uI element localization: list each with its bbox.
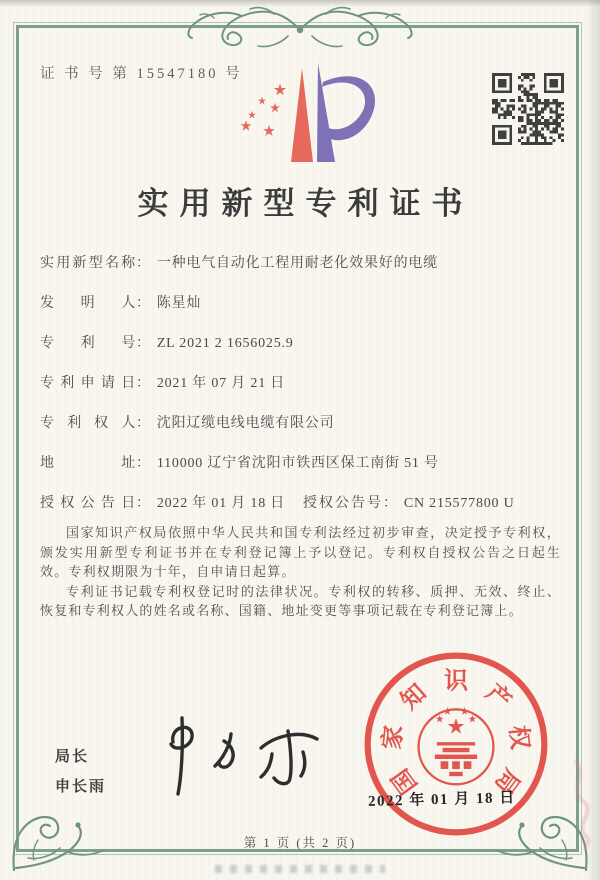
- field-value: 110000 辽宁省沈阳市铁西区保工南街 51 号: [156, 456, 439, 471]
- field-colon: ：: [136, 456, 151, 471]
- field-row-address: [40, 452, 560, 492]
- field-row-filing-date: [40, 372, 560, 412]
- director-name: 申长雨: [55, 779, 107, 795]
- director-title: 局长: [55, 749, 90, 765]
- svg-text:家: 家: [379, 724, 408, 751]
- field-value: 2022 年 01 月 18 日: [156, 496, 286, 511]
- issue-date: 2022 年 01 月 18 日: [367, 790, 516, 810]
- certificate-number: 证 书 号 第 15547180 号: [40, 66, 243, 82]
- legal-paragraph-2: 专利证书记载专利权登记时的法律状况。专利权的转移、质押、无效、终止、恢复和专利权人的姓名或名称、国籍、地址变更等事项记载在专利登记簿上。: [40, 583, 561, 619]
- field-label: 授权公告日: [40, 496, 136, 511]
- cnipa-logo-icon: [238, 60, 378, 168]
- field-label: 专利号: [40, 336, 136, 351]
- field-list: [40, 252, 560, 532]
- field-label: 专利权人: [40, 416, 136, 431]
- top-border-ornament: [178, 4, 422, 54]
- field-row-inventor: [40, 292, 560, 332]
- seal-ring-text: [378, 667, 534, 798]
- field-value: 一种电气自动化工程用耐老化效果好的电缆: [156, 256, 439, 271]
- field-label: 实用新型名称: [40, 256, 136, 271]
- svg-text:识: 识: [444, 668, 468, 695]
- legal-paragraph-1: 国家知识产权局依照中华人民共和国专利法经过初步审查，决定授予专利权，颁发实用新型专利证书并在专利登记簿上予以登记。专利权自授权公告之日起生效。专利权期限为十年，自申请日起算。: [40, 525, 561, 580]
- national-emblem: [419, 707, 494, 784]
- field-row-name: [40, 252, 560, 292]
- field-row-patentee: [40, 412, 560, 452]
- field-colon: ：: [136, 496, 151, 511]
- page-number: 第 1 页 (共 2 页): [243, 836, 357, 850]
- field-value: ZL 2021 2 1656025.9: [156, 336, 294, 351]
- director-autograph: [145, 712, 335, 804]
- svg-text:知: 知: [396, 679, 432, 716]
- field-row-patent-no: [40, 332, 560, 372]
- field-colon: ：: [136, 376, 151, 391]
- svg-text:局: 局: [489, 763, 525, 799]
- field-value: 陈星灿: [156, 296, 202, 311]
- field-label: 专利申请日: [40, 376, 136, 391]
- field-colon: ：: [136, 296, 151, 311]
- field-label: 地址: [40, 456, 136, 471]
- svg-text:产: 产: [480, 679, 516, 716]
- field-row-grant-no: [303, 492, 515, 512]
- field-value: CN 215577800 U: [403, 496, 515, 511]
- svg-text:国: 国: [387, 763, 423, 799]
- field-value: 沈阳辽缆电线电缆有限公司: [156, 416, 335, 431]
- field-colon: ：: [136, 256, 151, 271]
- field-colon: ：: [136, 416, 151, 431]
- official-seal: [360, 648, 552, 840]
- qr-code: [492, 73, 564, 145]
- field-label: 授权公告号: [303, 496, 383, 511]
- svg-text:权: 权: [504, 724, 533, 751]
- certificate-title: 实用新型专利证书: [137, 186, 474, 221]
- page-bleed-text: [215, 865, 385, 873]
- field-value: 2021 年 07 月 21 日: [156, 376, 286, 391]
- field-colon: ：: [136, 336, 151, 351]
- legal-text: [40, 523, 561, 621]
- field-label: 发明人: [40, 296, 136, 311]
- field-colon: ：: [383, 496, 398, 511]
